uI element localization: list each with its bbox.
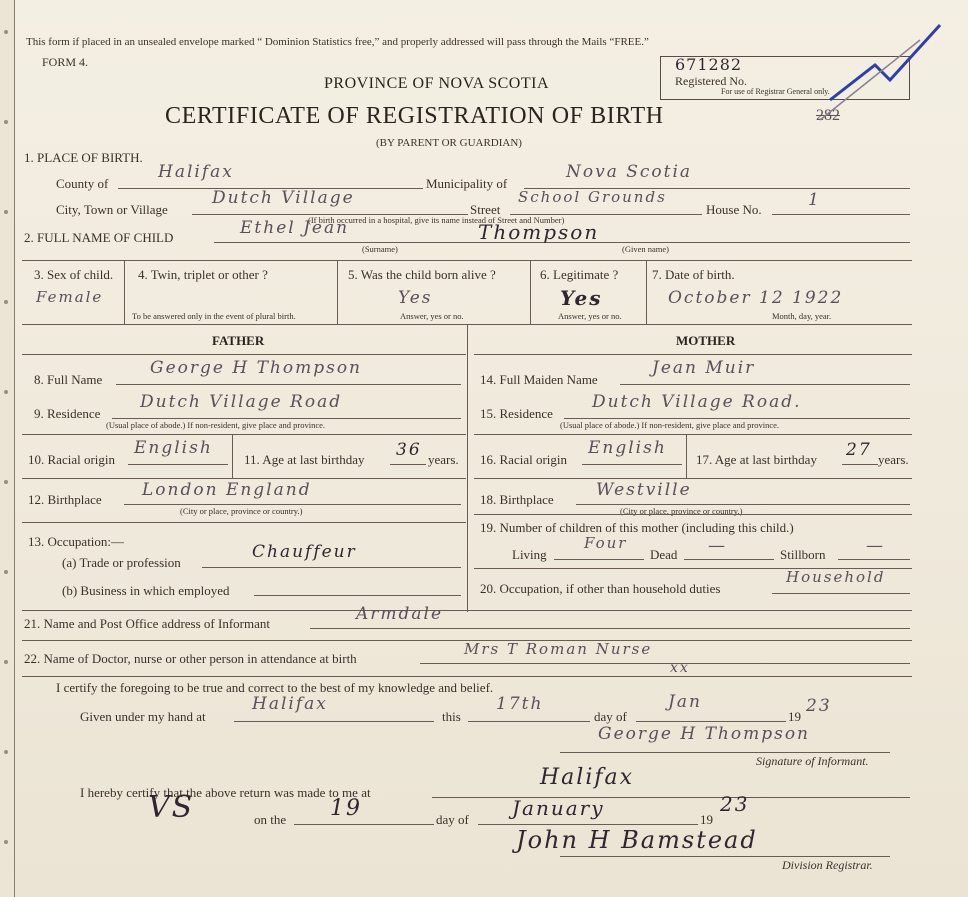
informant-signature-label: Signature of Informant. — [756, 754, 869, 768]
registrar-on-the: on the — [254, 812, 287, 827]
given-day-value: 17th — [496, 694, 544, 714]
stillborn-value: — — [866, 536, 885, 556]
twin-label: 4. Twin, triplet or other ? — [138, 267, 268, 282]
father-residence-label: 9. Residence — [34, 406, 101, 421]
given-under-label: Given under my hand at — [80, 709, 206, 724]
mother-occupation-label: 20. Occupation, if other than household duties — [480, 581, 721, 596]
child-given-name-value: Ethel Jean — [240, 218, 350, 238]
father-age-label: 11. Age at last birthday — [244, 452, 365, 467]
registrar-day-value: 19 — [330, 796, 362, 821]
doctor-marks: xx — [670, 660, 690, 676]
dead-label: Dead — [650, 547, 678, 562]
trade-label: (a) Trade or profession — [62, 555, 181, 570]
registrar-dayof-label: day of — [436, 812, 469, 827]
father-birthplace-label: 12. Birthplace — [28, 492, 102, 507]
father-birthplace-value: London England — [142, 480, 312, 500]
father-name-label: 8. Full Name — [34, 372, 103, 387]
surname-note: (Surname) — [362, 244, 398, 254]
stillborn-label: Stillborn — [780, 547, 826, 562]
living-value: Four — [584, 534, 628, 552]
mother-residence-note: (Usual place of abode.) If non-resident, give place and province. — [560, 420, 780, 430]
mother-age-value: 27 — [846, 440, 872, 460]
house-number-label: House No. — [706, 202, 762, 217]
given-name-note: (Given name) — [622, 244, 669, 254]
child-surname-value: Thompson — [478, 220, 600, 244]
municipality-label: Municipality of — [426, 176, 508, 191]
business-label: (b) Business in which employed — [62, 583, 230, 598]
mother-occupation-value: Household — [786, 568, 886, 586]
dob-note: Month, day, year. — [772, 311, 832, 321]
father-racial-label: 10. Racial origin — [28, 452, 116, 467]
registrar-initials: VS — [148, 790, 195, 825]
mother-racial-label: 16. Racial origin — [480, 452, 568, 467]
given-year-value: 23 — [806, 696, 832, 716]
twin-note: To be answered only in the event of plural birth. — [132, 311, 296, 321]
province-heading: PROVINCE OF NOVA SCOTIA — [324, 75, 550, 92]
registrar-year-value: 23 — [720, 792, 750, 816]
registrar-signature: John H Bamstead — [516, 826, 758, 854]
house-number-value: 1 — [808, 190, 821, 210]
county-value: Halifax — [158, 162, 234, 182]
living-label: Living — [512, 547, 547, 562]
father-birthplace-note: (City or place, province or country.) — [180, 506, 303, 516]
father-years-label: years. — [428, 452, 459, 467]
occupation-label: 13. Occupation:— — [28, 534, 125, 549]
registrar-month-value: January — [512, 796, 605, 820]
child-name-label: 2. FULL NAME OF CHILD — [24, 230, 174, 245]
born-alive-note: Answer, yes or no. — [400, 311, 464, 321]
father-age-value: 36 — [396, 440, 422, 460]
this-label: this — [442, 709, 461, 724]
hospital-note: (If birth occurred in a hospital, give its name instead of Street and Number) — [308, 215, 565, 225]
legitimate-label: 6. Legitimate ? — [540, 267, 619, 282]
place-of-birth-label: 1. PLACE OF BIRTH. — [24, 150, 143, 165]
form-number: FORM 4. — [42, 55, 89, 69]
given-place-value: Halifax — [252, 694, 328, 714]
mother-name-label: 14. Full Maiden Name — [480, 372, 598, 387]
registered-number-value: 671282 — [675, 55, 743, 74]
father-residence-note: (Usual place of abode.) If non-resident, give place and province. — [106, 420, 326, 430]
division-registrar-label: Division Registrar. — [782, 858, 873, 872]
municipality-value: Nova Scotia — [566, 162, 693, 182]
informant-value: Armdale — [356, 604, 444, 624]
mother-racial-value: English — [588, 438, 667, 458]
certificate-subtitle: (BY PARENT OR GUARDIAN) — [376, 137, 522, 149]
informant-signature: George H Thompson — [598, 724, 811, 744]
sex-value: Female — [36, 288, 104, 306]
street-label: Street — [470, 202, 501, 217]
dob-label: 7. Date of birth. — [652, 267, 735, 282]
trade-value: Chauffeur — [252, 542, 357, 562]
mother-birthplace-label: 18. Birthplace — [480, 492, 554, 507]
mother-name-value: Jean Muir — [652, 358, 756, 378]
doctor-label: 22. Name of Doctor, nurse or other person in attendance at birth — [24, 651, 357, 666]
children-count-label: 19. Number of children of this mother (including this child.) — [480, 520, 794, 535]
given-dayof-label: day of — [594, 709, 627, 724]
born-alive-label: 5. Was the child born alive ? — [348, 267, 496, 282]
legitimate-note: Answer, yes or no. — [558, 311, 622, 321]
mother-age-label: 17. Age at last birthday — [696, 452, 817, 467]
mother-years-label: years. — [878, 452, 909, 467]
mail-notice: This form if placed in an unsealed envelope marked “ Dominion Statistics free,” and properly addressed will pass through the Mails “FREE.” — [26, 36, 649, 48]
city-label: City, Town or Village — [56, 202, 168, 217]
father-name-value: George H Thompson — [150, 358, 363, 378]
mother-residence-label: 15. Residence — [480, 406, 553, 421]
certificate-title: CERTIFICATE OF REGISTRATION OF BIRTH — [165, 103, 664, 129]
mother-residence-value: Dutch Village Road. — [592, 392, 802, 412]
registrar-general-note: For use of Registrar General only. — [721, 87, 830, 96]
born-alive-value: Yes — [398, 288, 433, 308]
sex-label: 3. Sex of child. — [34, 267, 114, 282]
registrar-certify-text: I hereby certify that the above return was made to me at — [80, 785, 371, 800]
given-month-value: Jan — [668, 692, 702, 712]
street-value: School Grounds — [518, 188, 667, 206]
dob-value: October 12 1922 — [668, 288, 844, 308]
informant-label: 21. Name and Post Office address of Informant — [24, 616, 270, 631]
father-heading: FATHER — [212, 333, 265, 348]
blue-check-mark — [780, 20, 950, 140]
binding-edge — [0, 0, 15, 897]
dead-value: — — [708, 536, 727, 556]
father-residence-value: Dutch Village Road — [140, 392, 343, 412]
mother-heading: MOTHER — [676, 333, 736, 348]
doctor-value: Mrs T Roman Nurse — [464, 640, 653, 658]
county-label: County of — [56, 176, 109, 191]
certify-text: I certify the foregoing to be true and correct to the best of my knowledge and belief. — [56, 680, 494, 695]
registrar-year-prefix: 19 — [700, 812, 713, 827]
registered-number-label: Registered No. — [675, 74, 747, 88]
city-value: Dutch Village — [212, 188, 355, 208]
mother-birthplace-value: Westville — [596, 480, 692, 500]
struck-number: 282 — [816, 107, 840, 124]
mother-birthplace-note: (City or place, province or country.) — [620, 506, 743, 516]
legitimate-value: Yes — [560, 286, 603, 310]
father-racial-value: English — [134, 438, 213, 458]
given-year-prefix: 19 — [788, 709, 801, 724]
registrar-place-value: Halifax — [540, 765, 635, 790]
